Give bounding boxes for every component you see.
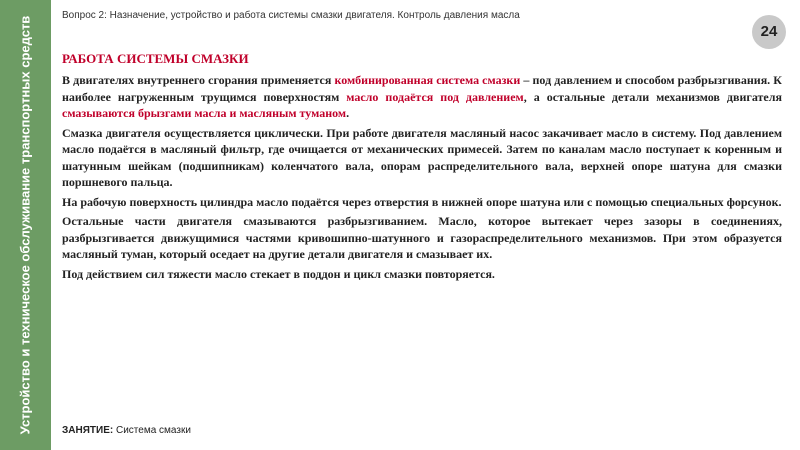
footer-value: Система смазки (113, 425, 191, 436)
paragraph-5: Под действием сил тяжести масло стекает в поддон и цикл смазки повторяется. (62, 266, 495, 281)
sidebar-title: Устройство и техническое обслуживание транспортных средств (17, 15, 33, 435)
paragraph-4: Остальные части двигателя смазываются разбрызгиванием. Масло, которое вытекает через зазоры в соединениях, разбрызгивается движущимися частями кривошипно-шатунного и газораспределительного механизмов. При этом образуется масляный туман, который оседает на другие детали двигателя и смазывает их. (62, 214, 782, 261)
paragraph-1 (62, 72, 782, 122)
p1-text-1: В двигателях внутреннего сгорания применяется (62, 73, 335, 87)
question-header: Вопрос 2: Назначение, устройство и работа системы смазки двигателя. Контроль давления масла (62, 10, 520, 21)
p1-text-3: , а остальные детали механизмов двигателя (523, 89, 782, 104)
slide-number-badge: 24 (752, 15, 786, 49)
main-content (62, 51, 782, 285)
paragraph-3: На рабочую поверхность цилиндра масло подаётся через отверстия в нижней опоре шатуна или с помощью специальных форсунок. (62, 194, 782, 209)
p1-highlight-3: смазываются брызгами масла и масляным туманом (62, 106, 347, 120)
p1-highlight-1: комбинированная система смазки (334, 73, 521, 87)
lesson-footer (62, 425, 191, 436)
paragraph-2: Смазка двигателя осуществляется циклически. При работе двигателя масляный насос закачивает масло в систему. Под давлением масло подаётся в масляный фильтр, где очищается от механических примесей. Затем по каналам масло поступает к коренным и шатунным шейкам (подшипникам) коленчатого вала, опорам распределительного вала, верхней опоре шатуна для смазки поршневого пальца. (62, 125, 782, 189)
p1-text-2: – под давлением и способом разбрызгивания. К наиболее нагруженным трущимся поверхностям (62, 73, 782, 104)
p1-highlight-2: масло подаётся под давлением (346, 89, 524, 104)
sidebar (0, 0, 51, 450)
section-title: РАБОТА СИСТЕМЫ СМАЗКИ (62, 51, 249, 66)
footer-label: ЗАНЯТИЕ: (62, 425, 114, 436)
p1-text-4: . (346, 106, 350, 120)
